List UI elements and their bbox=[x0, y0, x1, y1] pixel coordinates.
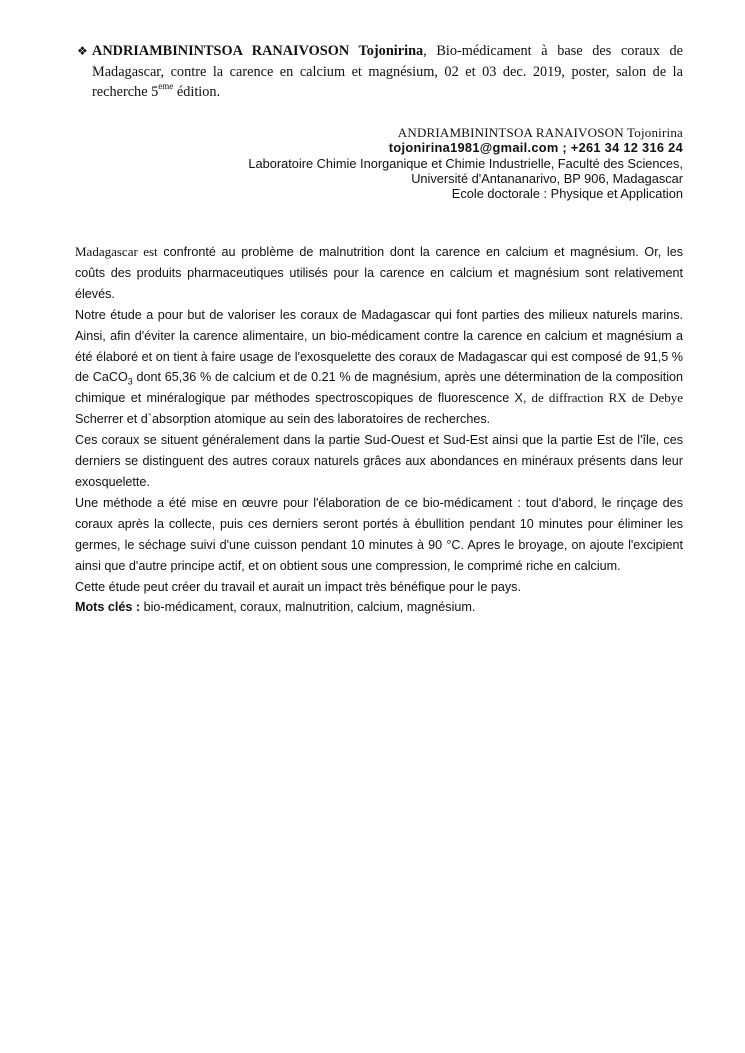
abstract-p2-part-b: dont 65,36 % de calcium et de 0.21 % de magnésium, après une détermination de la composition chimique et minéralogique par méthodes spectroscopiques de fluorescence X, bbox=[75, 370, 683, 406]
reference-edition: édition. bbox=[173, 84, 221, 100]
abstract-paragraph-4: Une méthode a été mise en œuvre pour l'élaboration de ce bio-médicament : tout d'abord, le rinçage des coraux après la collecte, puis ces derniers seront portés à ébullition pendant 10 minutes pour éliminer les germes, le séchage suivi d'une cuisson pendant 10 minutes à 90 °C. Apres le broyage, on ajoute l'excipient ainsi que d'autre principe actif, et on obtient sous une compression, le comprimé riche en calcium. bbox=[75, 495, 683, 573]
keywords-label: Mots clés : bbox=[75, 600, 141, 615]
abstract-body bbox=[75, 242, 683, 618]
affiliation-university: Université d'Antananarivo, BP 906, Madagascar bbox=[411, 170, 683, 186]
abstract-paragraph-3: Ces coraux se situent généralement dans la partie Sud-Ouest et Sud-Est ainsi que la partie Est de l'île, ces derniers se distinguent des autres coraux naturels grâces aux abondances en minéraux présents dans leur exosquelette. bbox=[75, 433, 683, 489]
reference-entry bbox=[77, 41, 683, 103]
abstract-p2-part-c: Scherrer et d`absorption atomique au sein des laboratoires de recherches. bbox=[75, 412, 491, 427]
affiliation-contact: tojonirina1981@gmail.com ; +261 34 12 316 24 bbox=[388, 140, 683, 156]
affiliation-lab: Laboratoire Chimie Inorganique et Chimie Industrielle, Faculté des Sciences, bbox=[248, 155, 683, 171]
diamond-bullet-icon: ❖ bbox=[77, 44, 88, 58]
reference-text bbox=[92, 41, 683, 103]
keywords-list: bio-médicament, coraux, malnutrition, calcium, magnésium. bbox=[140, 600, 476, 615]
abstract-p2-part-a: Notre étude a pour but de valoriser les coraux de Madagascar qui font parties des milieux naturels marins. Ainsi, afin d'éviter la carence alimentaire, un bio-médicament contre la carence en calcium et magnésium a été élaboré et on tient à faire usage de l'exosquelette des coraux de Madagascar qui est composé de 91,5 % de CaCO bbox=[75, 307, 683, 385]
reference-author: ANDRIAMBININTSOA RANAIVOSON Tojonirina bbox=[92, 43, 424, 59]
author-affiliation bbox=[248, 125, 683, 201]
abstract-paragraph-5: Cette étude peut créer du travail et aurait un impact très bénéfique pour le pays. bbox=[75, 579, 521, 594]
abstract-p1-text: confronté au problème de malnutrition dont la carence en calcium et magnésium. Or, les coûts des produits pharmaceutiques utilisés pour la carence en calcium et magnésium sont relativement élevés. bbox=[75, 245, 683, 301]
affiliation-school: Ecole doctorale : Physique et Application bbox=[451, 186, 683, 202]
abstract-paragraph-1 bbox=[75, 242, 683, 305]
abstract-p2-serif: de diffraction RX de Debye bbox=[526, 390, 683, 406]
affiliation-author-name: ANDRIAMBININTSOA RANAIVOSON Tojonirina bbox=[397, 125, 683, 140]
reference-title: , Bio-médicament à base des coraux de Madagascar, contre la carence en calcium et magnésium, 02 et 03 dec. 2019, poster, salon de la recherche 5 bbox=[92, 43, 683, 100]
abstract-p1-lead: Madagascar est bbox=[75, 244, 158, 259]
reference-edition-superscript: eme bbox=[158, 81, 174, 92]
abstract-p2-subscript: 3 bbox=[127, 376, 133, 387]
abstract-paragraph-2 bbox=[75, 305, 683, 430]
keywords-line bbox=[75, 597, 683, 618]
